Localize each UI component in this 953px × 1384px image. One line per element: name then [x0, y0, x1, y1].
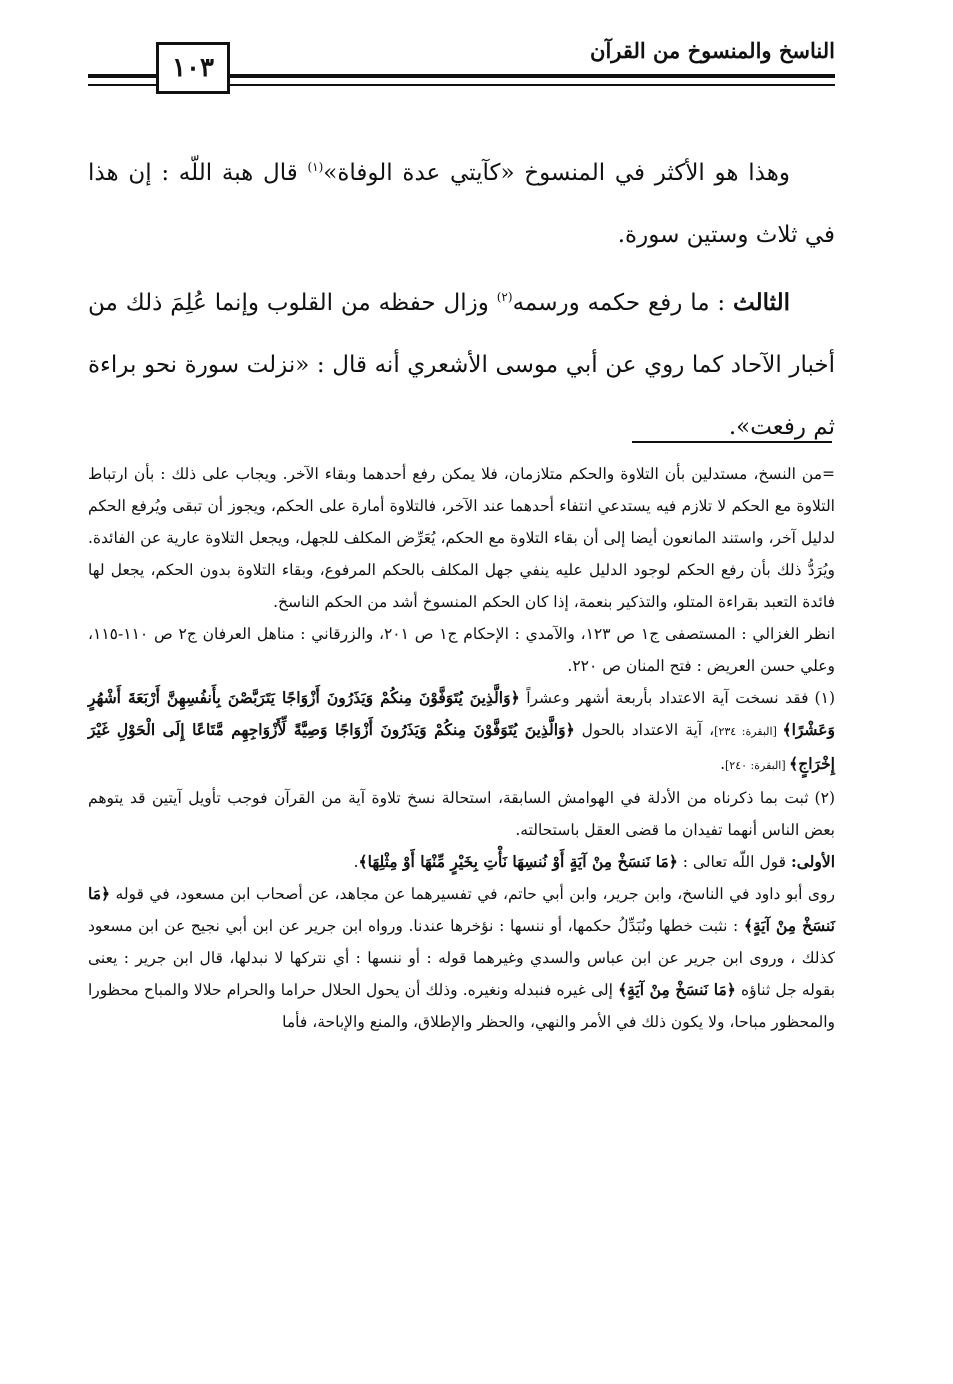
main-paragraph-2	[88, 266, 835, 458]
footnote-2	[88, 782, 835, 846]
quran-verse-baqarah-106: ﴿مَا نَنسَخْ مِنْ آيَةٍ أَوْ نُنسِهَا نَأْتِ بِخَيْرٍ مِّنْهَا أَوْ مِثْلِهَا﴾	[358, 852, 678, 871]
quran-verse-baqarah-240: ﴿وَالَّذِينَ يُتَوَفَّوْنَ مِنكُمْ وَيَذَرُونَ أَزْوَاجًا وَصِيَّةً لِّأَزْوَاجِهِم مَّتَاعًا إِلَى الْحَوْلِ غَيْرَ إِخْرَاجٍ﴾	[88, 720, 835, 773]
verse-ref-240: [البقرة: ٢٤٠]	[725, 759, 790, 772]
p1-text-a: وهذا هو الأكثر في المنسوخ «كآيتي عدة الوفاة»	[323, 160, 790, 186]
verse-ref-234: [البقرة: ٢٣٤]	[714, 725, 783, 738]
page-number-box	[156, 42, 230, 94]
footnote-1-text-b: ، آية الاعتداد بالحول	[574, 721, 715, 739]
quran-verse-baqarah-234: ﴿وَالَّذِينَ يُتَوَفَّوْنَ مِنكُمْ وَيَذَرُونَ أَزْوَاجًا يَتَرَبَّصْنَ بِأَنفُسِهِنَّ أَرْبَعَةَ أَشْهُرٍ وَعَشْرًا﴾	[88, 688, 835, 739]
footnotes	[88, 458, 835, 1038]
footnote-2-number: (٢)	[814, 789, 835, 807]
footnote-continuation: =من النسخ، مستدلين بأن التلاوة والحكم متلازمان، فلا يمكن رفع أحدهما وبقاء الآخر. ويجاب على ذلك : بأن ارتباط التلاوة مع الحكم لا تلازم فيه يستدعي انتفاء أحدهما عند الآخر، فالتلاوة أمارة على الحكم، ويجوز أن تبقى ويُرفع الحكم لدليل آخر، واستند المانعون أيضا إلى أن بقاء التلاوة مع الحكم، يُعَرِّض المكلف للجهل، ويجعل التلاوة عارية عن الفائدة. ويُرَدُّ ذلك بأن رفع الحكم لوجود الدليل عليه ينفي جهل المكلف بالحكم المرفوع، وبقاء التلاوة بدون الحكم، يجعل لها فائدة التعبد بقراءة المتلو، والتذكير بنعمة، إذا كان الحكم المنسوخ أشد من الحكم الناسخ.	[88, 465, 835, 611]
p2-text-a: : ما رفع حكمه ورسمه	[512, 290, 734, 316]
running-title: الناسخ والمنسوخ من القرآن	[590, 38, 835, 63]
footnote-1-text-c: .	[720, 755, 725, 773]
page-number: ١٠٣	[172, 53, 214, 83]
footnote-1-number: (١)	[814, 689, 835, 707]
first-text-a: قول اللّه تعالى :	[677, 853, 791, 871]
main-text	[88, 136, 835, 458]
quran-fragment-1: ﴿مَا نَنسَخْ مِنْ آيَةٍ﴾	[88, 884, 835, 935]
first-label: الأولى:	[791, 852, 835, 871]
footnote-references: انظر الغزالي : المستصفى ج١ ص ١٢٣، والآمدي : الإحكام ج١ ص ٢٠١، والزرقاني : مناهل العرفان ج٢ ص ١١٠-١١٥، وعلي حسن العريض : فتح المنان ص ٢٢٠.	[88, 625, 836, 675]
main-paragraph-1	[88, 136, 835, 266]
footnote-ref-1[interactable]: (١)	[307, 160, 324, 174]
p2-text-b: وزال حفظه من القلوب وإنما عُلِمَ ذلك من أخبار الآحاد كما روي عن أبي موسى الأشعري أنه قال : «نزلت سورة نحو براءة ثم رفعت».	[88, 290, 835, 440]
footnote-ref-2[interactable]: (٢)	[496, 290, 513, 304]
tafsir-text-a: روى أبو داود في الناسخ، وابن جرير، وابن أبي حاتم، في تفسيرهما عن مجاهد، عن أصحاب ابن مسعود، في قوله	[110, 885, 835, 903]
footnote-1	[88, 682, 835, 782]
first-text-b: .	[353, 853, 359, 871]
quran-fragment-2: ﴿مَا نَنسَخْ مِنْ آيَةٍ﴾	[618, 980, 736, 999]
tafsir-text-c: إلى غيره فنبدله ونغيره. وذلك أن يحول الحلال حراما والحرام حلالا والمباح محظورا والمحظور مباحا، ولا يكون ذلك في الأمر والنهي، والحظر والإطلاق، والمنع والإباحة، فأما	[88, 981, 835, 1031]
p1-text-b: قال هبة اللّه : إن هذا في ثلاث وستين سورة.	[88, 160, 835, 248]
tafsir-paragraph	[88, 878, 835, 1038]
footnote-1-text-a: فقد نسخت آية الاعتداد بأربعة أشهر وعشراً	[519, 689, 809, 707]
first-verse-paragraph	[88, 846, 835, 878]
tafsir-text-b: : نثبت خطها ونُبَدِّلُ حكمها، أو ننسها : نؤخرها عندنا. ورواه ابن جرير عن ابن أبي نجيح عن ابن مسعود كذلك ، وروى ابن جرير عن ابن عباس والسدي وغيرهما قوله : أو ننسها : أي نتركها لا نبدلها، قال ابن جرير : يعنى بقوله جل ثناؤه	[88, 917, 836, 999]
third-keyword: الثالث	[733, 289, 790, 316]
footnote-2-text: ثبت بما ذكرناه من الأدلة في الهوامش السابقة، استحالة نسخ تلاوة آية من القرآن فوجب تأويل آيتين قد يتوهم بعض الناس أنهما تفيدان ما قضى العقل باستحالته.	[88, 789, 835, 839]
footnote-separator	[632, 441, 832, 443]
